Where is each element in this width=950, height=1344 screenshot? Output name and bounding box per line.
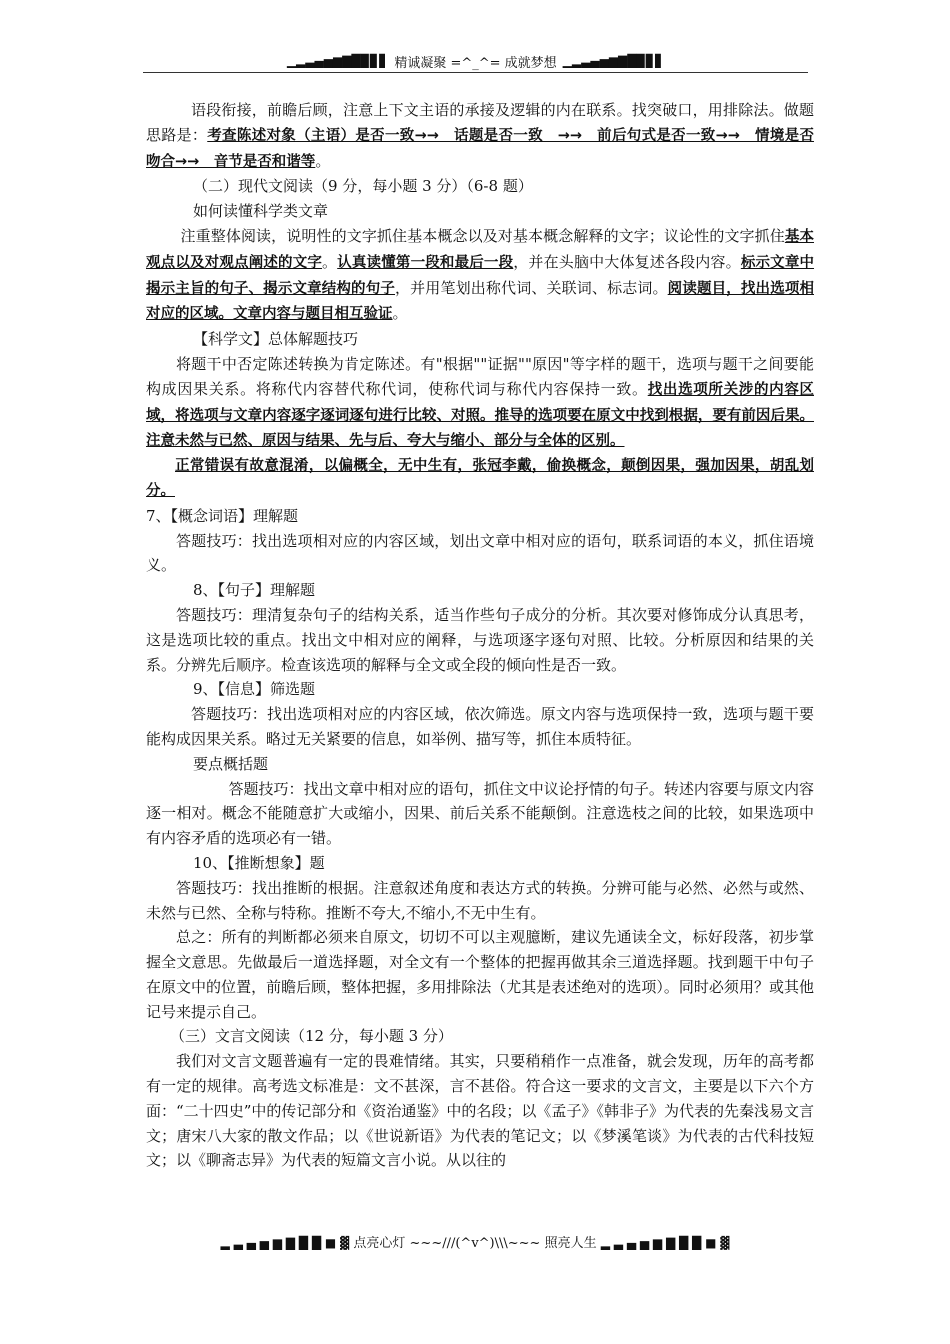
question-10-text: 答题技巧：找出推断的根据。注意叙述角度和表达方式的转换。分辨可能与必然、必然与或然、未然与已然、全称与特称。推断不夸大,不缩小,不无中生有。	[146, 878, 814, 922]
paragraph-overall-reading	[146, 224, 814, 327]
text-run: 。	[322, 252, 338, 271]
text-run: 注重整体阅读，说明性的文字抓住基本概念以及对基本概念解释的文字；议论性的文字抓住	[180, 226, 785, 245]
emphasis-run: 考查陈述对象（主语）是否一致→→ 话题是否一致 →→ 前后句式是否一致→→ 情境是否吻合→→ 音节是否和谐等	[146, 127, 814, 170]
key-points-text: 答题技巧：找出文章中相对应的语句，抓住文中议论抒情的句子。转述内容要与原文内容逐一相对。概念不能随意扩大或缩小，因果、前后关系不能颠倒。注意选枝之间的比较，如果选项中有内容矛盾的选项必有一错。	[146, 779, 814, 848]
page-footer	[0, 1232, 950, 1251]
summary-paragraph: 总之：所有的判断都必须来自原文，切切不可以主观臆断，建议先通读全文，标好段落，初步掌握全文意思。先做最后一道选择题，对全文有一个整体的把握再做其余三道选择题。找到题干中句子在原文中的位置，前瞻后顾，整体把握，多用排除法（尤其是表述绝对的选项）。同时必须用？或其他记号来提示自己。	[146, 928, 814, 1021]
text-run: ，并在头脑中大体复述各段内容。	[513, 252, 741, 271]
emphasis-run: 认真读懂第一段和最后一段	[337, 254, 514, 271]
text-run: 将题干中否定陈述转换为肯定陈述。有"根据""证据""原因"等字样的题干，选项与题干之间要能构成因果关系。将称代内容替代称代词，使称代词与称代内容保持一致。	[146, 354, 814, 398]
paragraph-classical-chinese: 我们对文言文题普遍有一定的畏难情绪。其实，只要稍稍作一点准备，就会发现，历年的高考都有一定的规律。高考选文标准是：文不甚深，言不甚俗。符合这一要求的文言文，主要是以下六个方面：“二十四史”中的传记部分和《资治通鉴》中的名段；以《孟子》《韩非子》为代表的先秦浅易文言文；唐宋八大家的散文作品；以《世说新语》为代表的笔记文；以《梦溪笔谈》为代表的古代科技短文；以《聊斋志异》为代表的短篇文言小说。从以往的	[146, 1052, 814, 1170]
header-decoration-right: ▁▂▃▄▅▆▇█▉▊▋	[562, 54, 665, 68]
paragraph-common-errors: 正常错误有故意混淆，以偏概全，无中生有，张冠李戴，偷换概念，颠倒因果，强加因果，胡乱划分。	[146, 458, 814, 499]
question-8-text: 答题技巧：理清复杂句子的结构关系，适当作些句子成分的分析。其次要对修饰成分认真思考，这是选项比较的重点。找出文中相对应的阐释，与选项逐字逐句对照、比较。分析原因和结果的关系。分辨先后顺序。检查该选项的解释与全文或全段的倾向性是否一致。	[146, 605, 814, 674]
emphasis-run: 标示文章中揭示主旨的句子、揭示文章结构的句子	[146, 254, 815, 297]
section-title-modern-reading: （二）现代文阅读（9 分，每小题 3 分）（6-8 题）	[193, 177, 533, 196]
header-decoration-left: ▁▂▃▄▅▆▇█▉▊▋	[286, 54, 389, 68]
emphasis-run: 基本观点以及对观点阐述的文字	[146, 228, 814, 271]
key-points-title: 要点概括题	[193, 754, 269, 773]
paragraph-science-techniques	[146, 352, 814, 454]
footer-decoration-left: ▂ ▃ ▄ ▅ ▆ ▇ █ █ ■ ▓	[220, 1236, 350, 1250]
emphasis-run: 找出选项所关涉的内容区域，将选项与文章内容逐字逐词逐句进行比较、对照。推导的选项要在原文中找到根据，要有前因后果。注意未然与已然、原因与结果、先与后、夸大与缩小、部分与全体的区别。	[146, 381, 814, 450]
footer-decoration-right: ▂ ▃ ▄ ▅ ▆ ▇ █ █ ■ ▓	[600, 1236, 730, 1250]
question-8-title: 8、【句子】理解题	[193, 581, 316, 600]
text-run: 。	[315, 151, 331, 170]
section-title-classical-chinese: （三）文言文阅读（12 分，每小题 3 分）	[170, 1027, 453, 1046]
page-header	[143, 50, 808, 73]
footer-text: 点亮心灯 ~~~///(^v^)\\\~~~ 照亮人生	[353, 1236, 597, 1251]
section-title-science-text: 【科学文】总体解题技巧	[193, 330, 359, 349]
question-7-title: 7、【概念词语】理解题	[146, 506, 299, 525]
text-run: 。	[392, 304, 408, 323]
subsection-title: 如何读懂科学类文章	[193, 202, 329, 221]
question-10-title: 10、【推断想象】题	[193, 853, 325, 872]
question-9-text: 答题技巧：找出选项相对应的内容区域，依次筛选。原文内容与选项保持一致，选项与题干要能构成因果关系。略过无关紧要的信息，如举例、描写等，抓住本质特征。	[146, 705, 814, 748]
question-7-text: 答题技巧：找出选项相对应的内容区域，划出文章中相对应的语句，联系词语的本义，抓住语境义。	[146, 531, 814, 575]
document-body	[146, 98, 814, 1173]
header-text: 精诚凝聚 =^_^= 成就梦想	[394, 55, 557, 71]
emphasis-run: 阅读题目，找出选项相对应的区域。文章内容与题目相互验证	[146, 280, 814, 323]
paragraph-sentence-linking	[146, 98, 814, 174]
text-run: ，并用笔划出称代词、关联词、标志词。	[395, 278, 668, 297]
question-9-title: 9、【信息】筛选题	[193, 680, 316, 699]
text-run: 语段衔接，前瞻后顾，注意上下文主语的承接及逻辑的内在联系。找突破口，用排除法。做题思路是：	[146, 101, 814, 144]
